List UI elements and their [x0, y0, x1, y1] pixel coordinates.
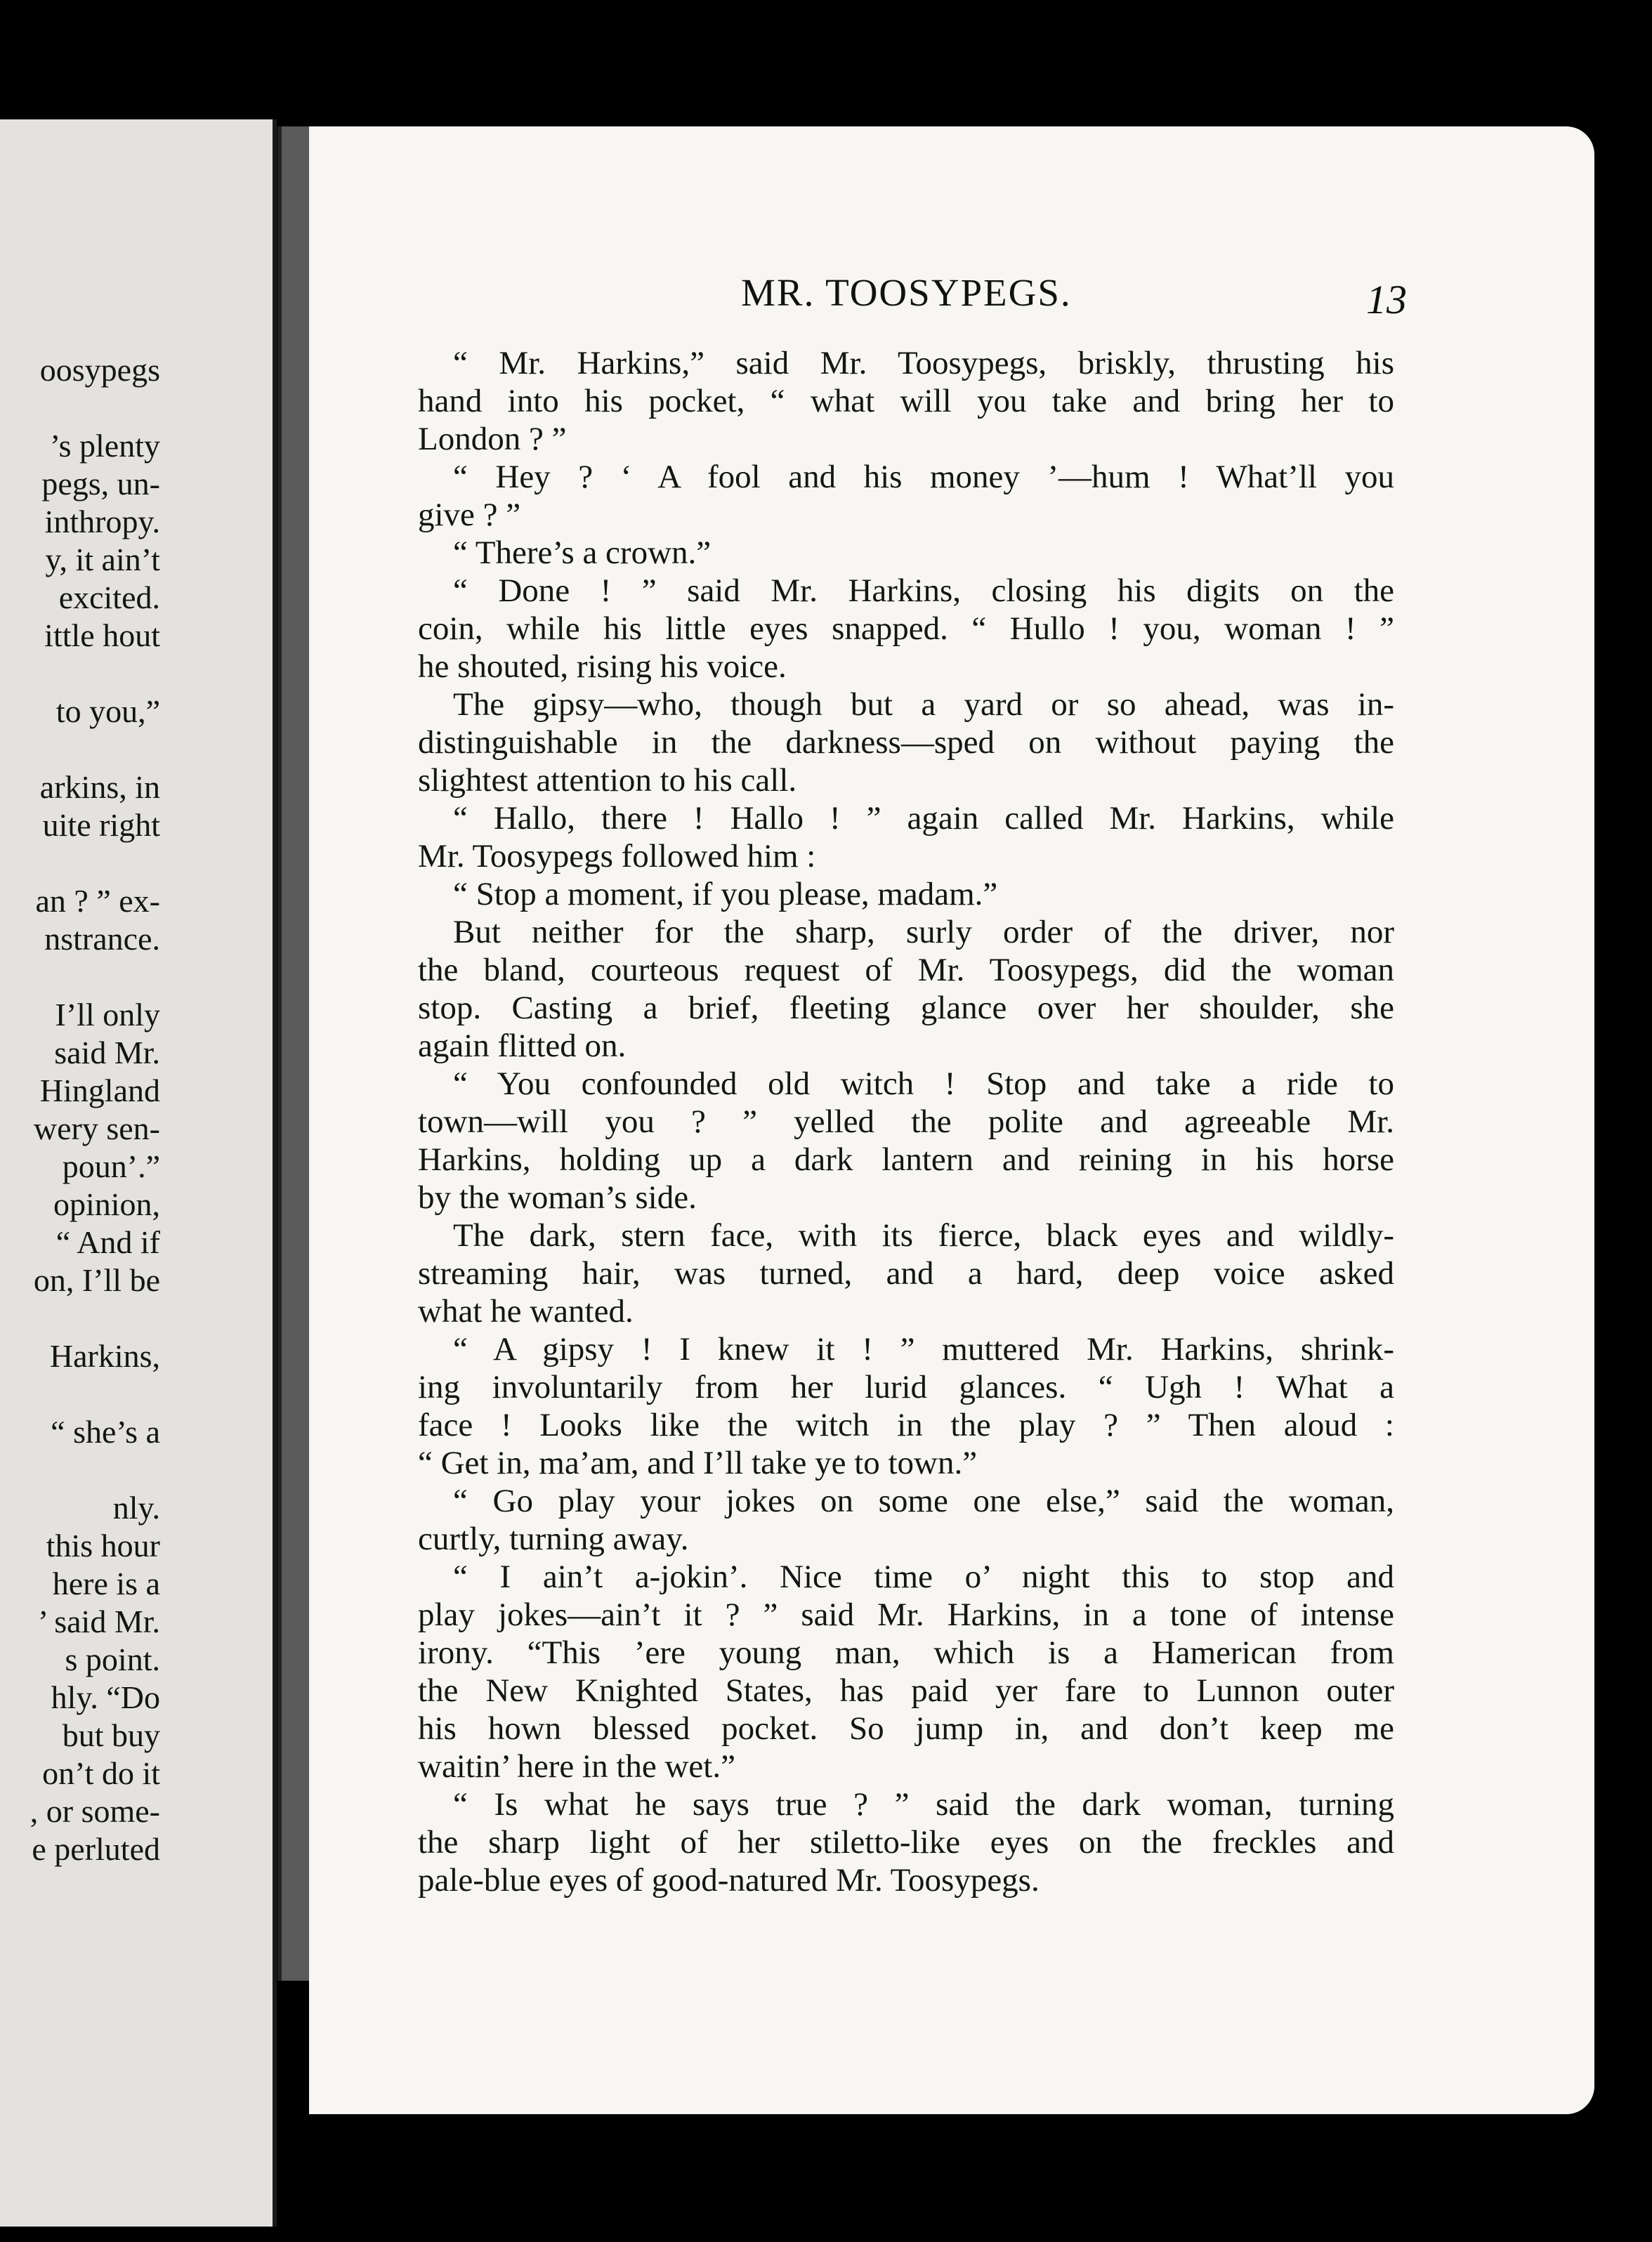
facing-page-line [0, 1375, 273, 1413]
text-line: he shouted, rising his voice. [418, 648, 787, 685]
facing-page-line: wery sen- [33, 1110, 160, 1146]
text-line: pale-blue eyes of good-natured Mr. Toosypegs. [418, 1862, 1040, 1899]
facing-page-line: pegs, un- [41, 466, 160, 501]
facing-page-line: arkins, in [39, 769, 160, 805]
text-line: distinguishable in the darkness—sped on without paying the [418, 724, 1394, 761]
facing-page-line [0, 389, 273, 427]
facing-page-line [0, 844, 273, 882]
facing-page-line: e perluted [32, 1831, 160, 1867]
facing-page-line [0, 958, 273, 996]
text-line: The gipsy—who, though but a yard or so ahead, was in- [453, 686, 1394, 723]
facing-page-line [0, 1451, 273, 1489]
text-line: “ A gipsy ! I knew it ! ” muttered Mr. Harkins, shrink- [453, 1331, 1394, 1368]
facing-page-line: poun’.” [62, 1148, 160, 1184]
text-line: hand into his pocket, “ what will you take and bring her to [418, 383, 1394, 419]
facing-page-line: but buy [62, 1717, 160, 1753]
facing-page-line: nly. [112, 1490, 160, 1526]
facing-page-line: “ she’s a [51, 1414, 160, 1450]
text-line: Harkins, holding up a dark lantern and reining in his horse [418, 1141, 1394, 1178]
text-line: by the woman’s side. [418, 1179, 697, 1216]
facing-page-line: on’t do it [42, 1755, 160, 1791]
text-line: “ Get in, ma’am, and I’ll take ye to town.” [418, 1445, 978, 1481]
facing-page-line: oosypegs [39, 352, 160, 388]
text-line: stop. Casting a brief, fleeting glance over her shoulder, she [418, 990, 1394, 1026]
facing-page-line: hly. “Do [51, 1679, 160, 1715]
text-line: curtly, turning away. [418, 1521, 689, 1557]
book-spine [277, 126, 313, 1981]
text-line: “ Go play your jokes on some one else,” said the woman, [453, 1483, 1394, 1519]
facing-page [0, 119, 277, 2227]
text-line: play jokes—ain’t it ? ” said Mr. Harkins, in a tone of intense [418, 1597, 1394, 1633]
facing-page-line: , or some- [29, 1793, 160, 1829]
text-line: Mr. Toosypegs followed him : [418, 838, 816, 874]
facing-page-line: I’ll only [55, 997, 160, 1032]
text-line: his hown blessed pocket. So jump in, and don’t keep me [418, 1710, 1394, 1747]
text-line: “ There’s a crown.” [453, 535, 712, 571]
book-page [309, 126, 1594, 2114]
text-line: irony. “This ’ere young man, which is a Hamerican from [418, 1634, 1394, 1671]
text-line: “ Stop a moment, if you please, madam.” [453, 876, 998, 912]
facing-page-line: opinion, [53, 1186, 160, 1222]
facing-page-line: Harkins, [49, 1338, 160, 1374]
facing-page-line: ’ said Mr. [37, 1604, 160, 1639]
text-line: the sharp light of her stiletto-like eyes on the freckles and [418, 1824, 1394, 1861]
facing-page-text [0, 351, 273, 1868]
facing-page-line [0, 1299, 273, 1337]
facing-page-line: this hour [46, 1528, 160, 1563]
page-header [309, 270, 1594, 327]
text-line: But neither for the sharp, surly order of the driver, nor [453, 914, 1394, 950]
facing-page-line [0, 730, 273, 768]
text-line: coin, while his little eyes snapped. “ Hullo ! you, woman ! ” [418, 610, 1394, 647]
running-title: MR. TOOSYPEGS. [741, 271, 1072, 314]
text-line: the bland, courteous request of Mr. Toosypegs, did the woman [418, 952, 1394, 988]
facing-page-line: Hingland [39, 1073, 160, 1108]
facing-page-line: excited. [58, 579, 160, 615]
facing-page-line: uite right [42, 807, 160, 843]
page-number: 13 [1366, 277, 1407, 322]
text-line: ing involuntarily from her lurid glances. “ Ugh ! What a [418, 1369, 1394, 1405]
facing-page-line: on, I’ll be [33, 1262, 160, 1298]
facing-page-line: y, it ain’t [45, 542, 160, 577]
text-line: streaming hair, was turned, and a hard, deep voice asked [418, 1255, 1394, 1292]
text-line: the New Knighted States, has paid yer fare to Lunnon outer [418, 1672, 1394, 1709]
text-line: slightest attention to his call. [418, 762, 797, 799]
text-line: again flitted on. [418, 1028, 627, 1064]
facing-page-line: an ? ” ex- [35, 883, 160, 919]
text-line: town—will you ? ” yelled the polite and agreeable Mr. [418, 1103, 1394, 1140]
facing-page-line: inthropy. [44, 504, 160, 539]
facing-page-line: ittle hout [44, 617, 160, 653]
text-line: face ! Looks like the witch in the play ? ” Then aloud : [418, 1407, 1394, 1443]
text-line: The dark, stern face, with its fierce, black eyes and wildly- [453, 1217, 1394, 1254]
facing-page-line: said Mr. [54, 1035, 160, 1070]
text-line: London ? ” [418, 421, 567, 457]
text-line: “ Hey ? ‘ A fool and his money ’—hum ! What’ll you [453, 459, 1394, 495]
text-line: “ Is what he says true ? ” said the dark woman, turning [453, 1786, 1394, 1823]
text-line: “ Hallo, there ! Hallo ! ” again called Mr. Harkins, while [453, 800, 1394, 837]
text-line: give ? ” [418, 497, 521, 533]
text-line: waitin’ here in the wet.” [418, 1748, 735, 1785]
facing-page-line: s point. [65, 1641, 160, 1677]
facing-page-line [0, 655, 273, 693]
text-line: “ I ain’t a-jokin’. Nice time o’ night this to stop and [453, 1559, 1394, 1595]
facing-page-line: nstrance. [44, 921, 160, 957]
text-line: “ Mr. Harkins,” said Mr. Toosypegs, briskly, thrusting his [453, 345, 1394, 381]
facing-page-line: “ And if [55, 1224, 160, 1260]
body-text [418, 344, 1394, 1899]
facing-page-line: here is a [52, 1566, 160, 1601]
text-line: “ You confounded old witch ! Stop and take a ride to [453, 1066, 1394, 1102]
text-line: “ Done ! ” said Mr. Harkins, closing his digits on the [453, 572, 1394, 609]
facing-page-line: ’s plenty [49, 428, 160, 464]
text-line: what he wanted. [418, 1293, 634, 1330]
facing-page-line: to you,” [55, 693, 160, 729]
